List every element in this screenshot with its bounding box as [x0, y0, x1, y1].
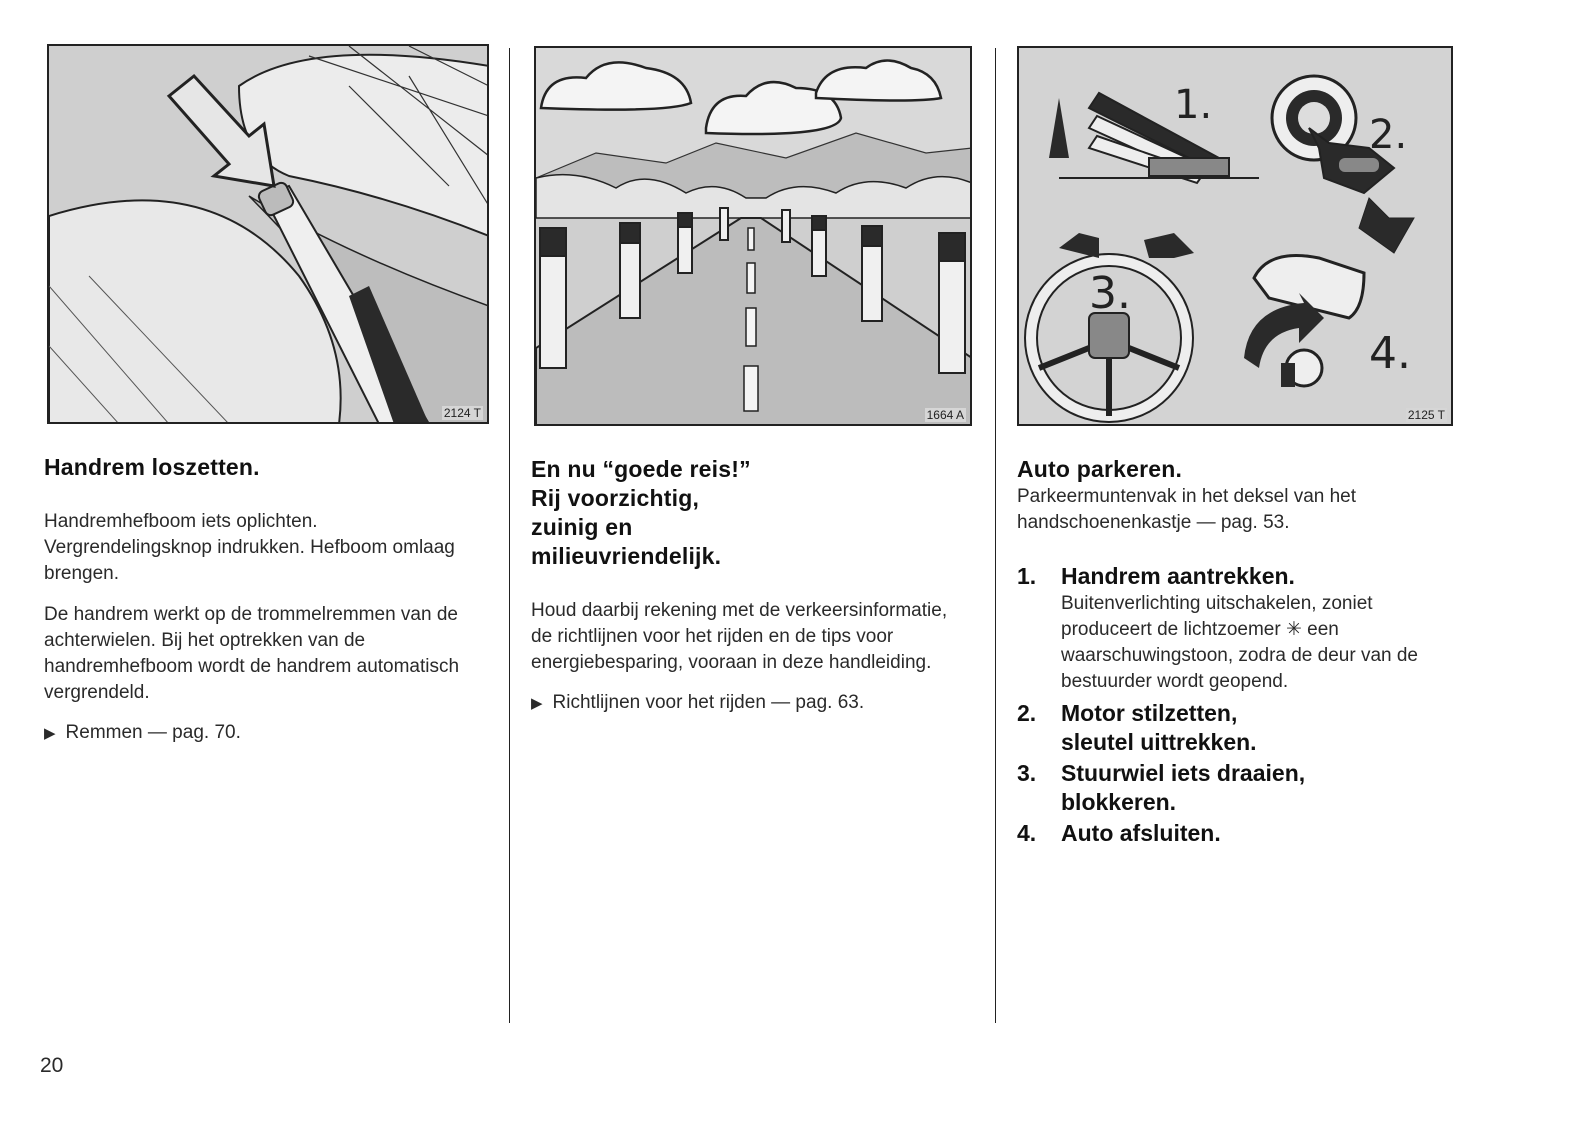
handbrake-illustration [49, 46, 489, 424]
label-4: 4. [1369, 328, 1411, 379]
figure-code: 1664 A [926, 408, 964, 422]
step-title: Handrem aantrekken. [1061, 563, 1295, 589]
intro-paragraph: Parkeermuntenvak in het deksel van het handschoenenkastje — pag. 53. [1017, 486, 1357, 533]
triangle-icon: ▶ [531, 695, 543, 712]
light-buzzer-icon: ✳ [1285, 619, 1302, 640]
label-3: 3. [1089, 268, 1131, 319]
step-description: Buitenverlichting uitschakelen, zoniet produceert de lichtzoemer ✳ een waarschuwingstoon, zodra de deur van de bestuurder wordt geopend. [1061, 593, 1419, 692]
figure-parking [1017, 46, 1453, 426]
step-number: 4. [1017, 820, 1037, 846]
section-heading-line: En nu “goede reis!” [531, 456, 751, 482]
step-item [1017, 699, 1477, 757]
step-title: Motor stilzetten, sleutel uittrekken. [1061, 700, 1257, 755]
reference-text: Remmen — pag. 70. [65, 722, 241, 743]
step-item [1017, 819, 1477, 848]
section-heading-line: Rij voorzichtig, [531, 485, 700, 511]
step-title: Stuurwiel iets draaien, blokkeren. [1061, 760, 1306, 815]
cross-reference [44, 720, 489, 747]
step-item [1017, 759, 1477, 817]
column-2-text [531, 455, 971, 717]
cross-reference [531, 690, 971, 717]
paragraph: Houd daarbij rekening met de verkeersinformatie, de richtlijnen voor het rijden en de tips voor energiebesparing, vooraan in deze handleiding. [531, 600, 948, 673]
step-item [1017, 562, 1477, 695]
section-heading: Auto parkeren. [1017, 456, 1183, 482]
page-number: 20 [40, 1054, 64, 1077]
parking-steps [1017, 562, 1477, 848]
section-heading: Handrem loszetten. [44, 454, 260, 480]
figure-handbrake [47, 44, 489, 424]
figure-code: 2125 T [1407, 408, 1445, 422]
section-heading-line: zuinig en [531, 514, 633, 540]
label-1: 1. [1174, 82, 1213, 128]
column-3-text [1017, 455, 1467, 536]
paragraph: De handrem werkt op de trommelremmen van de achterwielen. Bij het optrekken van de handremhefboom wordt de handrem automatisch vergrendeld. [44, 604, 460, 703]
parking-illustration [1019, 48, 1453, 426]
road-illustration [536, 48, 972, 426]
section-heading-line: milieuvriendelijk. [531, 543, 722, 569]
figure-code: 2124 T [443, 406, 481, 420]
step-number: 2. [1017, 700, 1037, 726]
paragraph: Handremhefboom iets oplichten. Vergrendelingsknop indrukken. Hefboom omlaag brengen. [44, 511, 455, 584]
column-divider-left [509, 48, 510, 1023]
column-1-text [44, 453, 489, 747]
step-number: 3. [1017, 760, 1037, 786]
step-number: 1. [1017, 563, 1037, 589]
figure-road [534, 46, 972, 426]
triangle-icon: ▶ [44, 725, 56, 742]
step-title: Auto afsluiten. [1061, 820, 1221, 846]
reference-text: Richtlijnen voor het rijden — pag. 63. [552, 692, 865, 713]
column-divider-right [995, 48, 996, 1023]
label-2: 2. [1369, 112, 1408, 158]
